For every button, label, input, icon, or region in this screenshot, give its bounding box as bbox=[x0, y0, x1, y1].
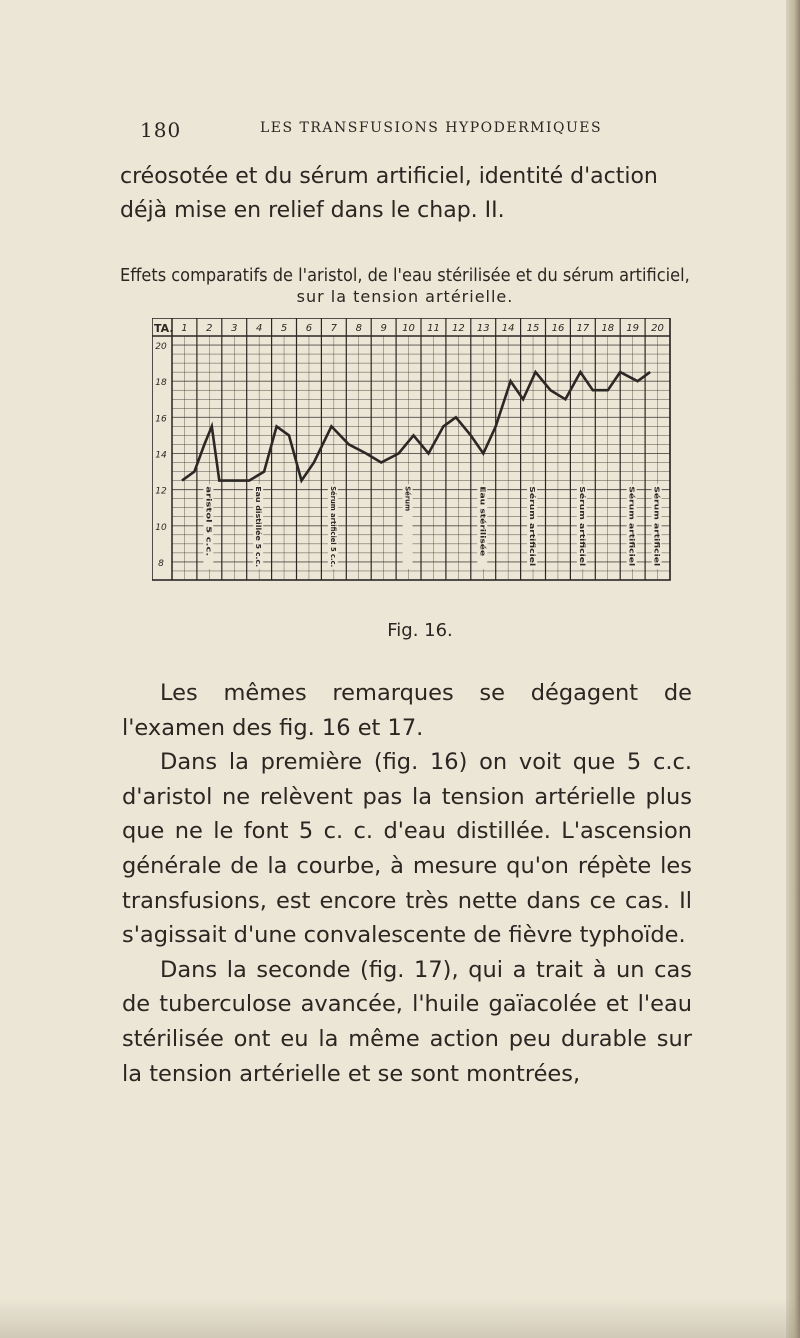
tension-chart bbox=[152, 318, 672, 584]
running-title: LES TRANSFUSIONS HYPODERMIQUES bbox=[260, 120, 603, 136]
column-label: 6 bbox=[305, 323, 313, 334]
injection-label: Sérum artificiel bbox=[652, 486, 661, 547]
figure-caption: Fig. 16. bbox=[387, 620, 453, 641]
body-paragraph: Les mêmes remarques se dégagent de l'examen des fig. 16 et 17. bbox=[122, 680, 692, 741]
column-label: 9 bbox=[380, 323, 387, 334]
row-label: 20 bbox=[155, 342, 167, 353]
column-label: 19 bbox=[626, 323, 640, 334]
row-label: 18 bbox=[155, 378, 167, 389]
column-label: 16 bbox=[551, 323, 565, 334]
row-label: 14 bbox=[155, 450, 167, 461]
column-label: 8 bbox=[355, 323, 362, 334]
column-label: 12 bbox=[451, 323, 465, 334]
page-shadow bbox=[0, 1298, 800, 1338]
row-label: 10 bbox=[155, 522, 167, 533]
injection-label: Sérum artificiel 5 c.c. bbox=[328, 486, 337, 571]
row-label: 8 bbox=[158, 558, 164, 569]
intro-paragraph bbox=[120, 160, 690, 228]
column-label: 10 bbox=[402, 323, 415, 334]
injection-label: aristol 5 c.c. bbox=[204, 486, 213, 535]
column-label: 1 bbox=[181, 323, 188, 334]
figure-title: Effets comparatifs de l'aristol, de l'eau stérilisée et du sérum artificiel, bbox=[120, 265, 690, 286]
body-text bbox=[122, 676, 692, 1091]
figure-subtitle: sur la tension artérielle. bbox=[296, 287, 514, 306]
column-label: 11 bbox=[427, 323, 440, 334]
injection-label: Sérum artificiel bbox=[627, 486, 636, 547]
book-page-edge bbox=[786, 0, 800, 1338]
body-paragraph: Dans la seconde (fig. 17), qui a trait à un cas de tuberculose avancée, l'huile gaïacolée et l'eau stérilisée ont eu la même action peu durable sur la tension artérielle et se sont montrées, bbox=[122, 956, 692, 1087]
column-label: 4 bbox=[255, 323, 263, 334]
column-label: 15 bbox=[526, 323, 540, 334]
column-label: 14 bbox=[501, 323, 515, 334]
column-label: 18 bbox=[601, 323, 615, 334]
running-head bbox=[140, 118, 700, 144]
injection-label: Sérum artificiel bbox=[577, 486, 586, 547]
body-paragraph: Dans la première (fig. 16) on voit que 5 c.c. d'aristol ne relèvent pas la tension artérielle plus que ne le font 5 c. c. d'eau distillée. L'ascension générale de la courbe, à mesure qu'on répète les transfusions, est encore très nette dans ce cas. Il s'agissait d'une convalescente de fièvre typhoïde. bbox=[122, 749, 692, 949]
column-label: 7 bbox=[330, 323, 338, 334]
column-label: 2 bbox=[206, 323, 213, 334]
corner-label: TA. bbox=[154, 322, 174, 335]
column-label: 20 bbox=[651, 323, 664, 334]
row-label: 12 bbox=[155, 486, 167, 497]
injection-label: Sérum artificiel bbox=[528, 486, 537, 547]
column-label: 17 bbox=[576, 323, 590, 334]
injection-label: Sérum bbox=[403, 486, 412, 512]
row-label: 16 bbox=[155, 414, 167, 425]
column-label: 13 bbox=[476, 323, 490, 334]
page-number: 180 bbox=[140, 118, 182, 142]
injection-label: Eau stérilisée bbox=[478, 486, 487, 540]
column-label: 5 bbox=[280, 323, 288, 334]
injection-label: Eau distillée 5 c.c. bbox=[254, 486, 263, 559]
intro-text: créosotée et du sérum artificiel, identité d'action déjà mise en relief dans le chap. II. bbox=[120, 164, 658, 223]
column-label: 3 bbox=[231, 323, 238, 334]
